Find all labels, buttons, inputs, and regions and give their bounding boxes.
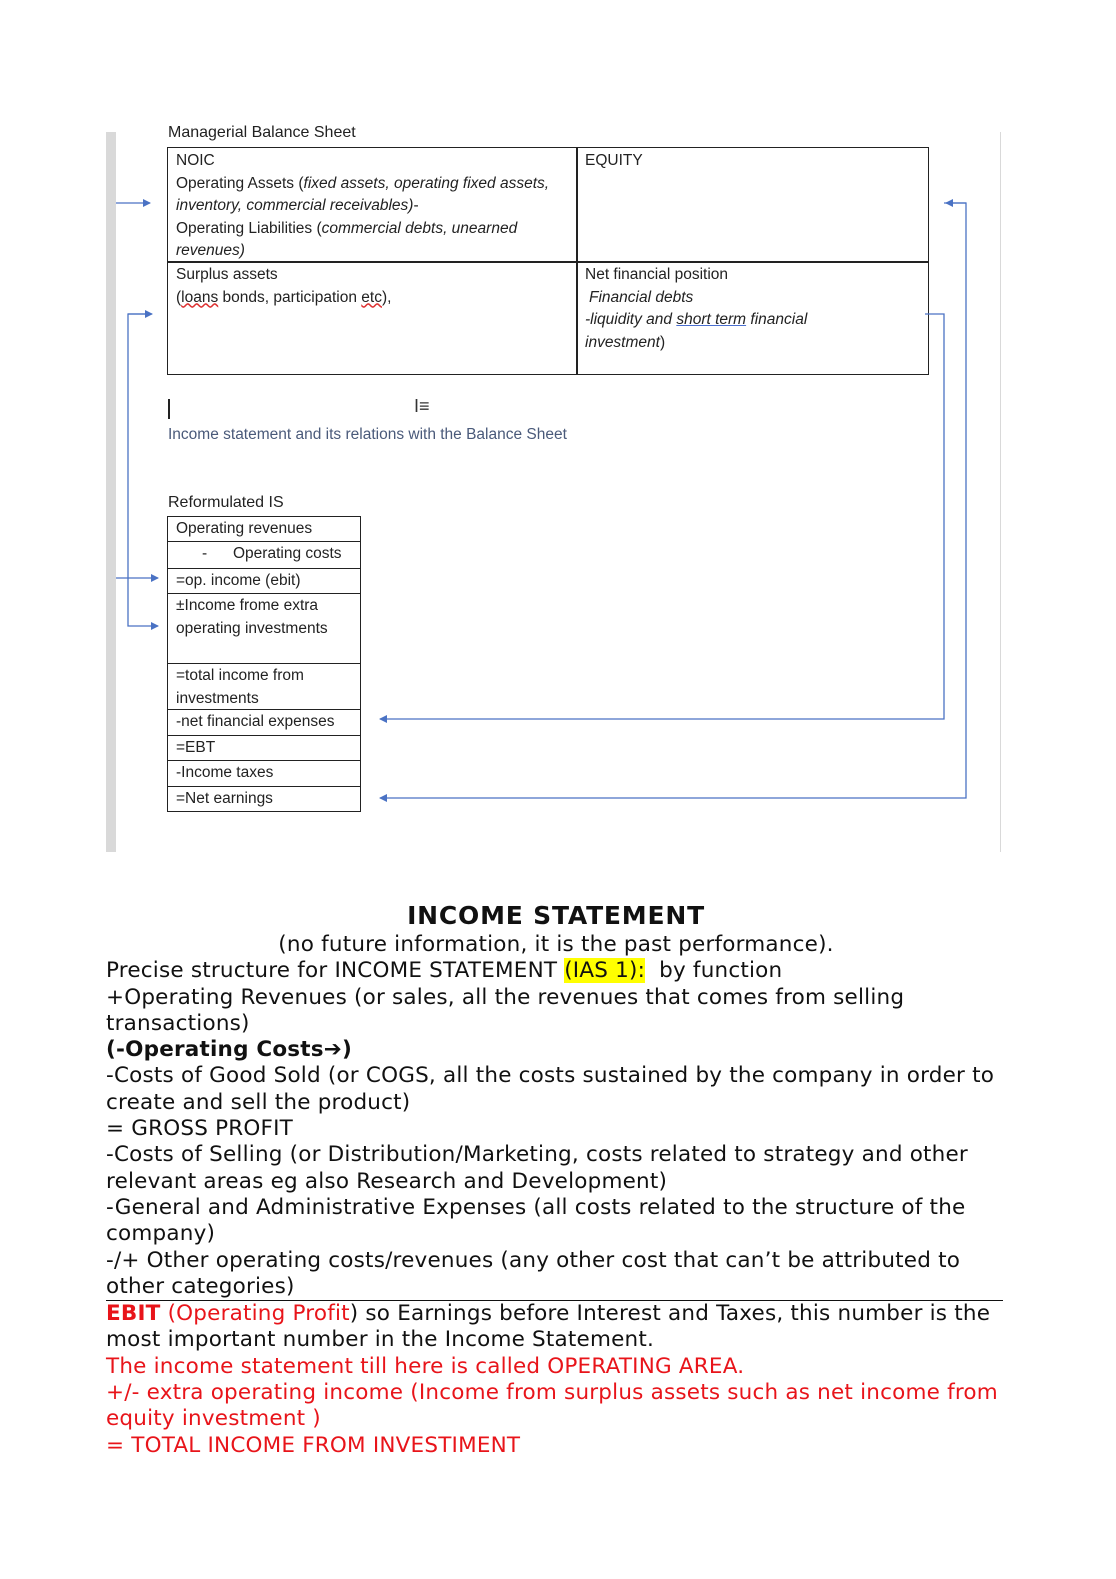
ris-row: Operating revenues [168,517,360,542]
nfp-financial-debts: Financial debts [589,288,694,306]
surplus-assets-heading: Surplus assets [176,266,278,283]
income-statement-section [106,900,1006,1459]
reformulated-is-title: Reformulated IS [168,494,284,511]
nfp-liquidity-post: financial [746,311,808,328]
ibeam-cursor-icon: I≡ [414,396,430,416]
equity-label: EQUITY [585,152,643,169]
ris-row: =EBT [168,736,360,761]
arrow-equity-to-net-earnings [380,203,966,798]
paren-open: ( [176,288,182,306]
ebit-line [106,1301,1006,1354]
noic-heading: NOIC [176,152,215,169]
structure-pre: Precise structure for INCOME STATEMENT [106,958,565,984]
nfp-liquidity-pre: -liquidity and [585,311,677,328]
nfp-heading: Net financial position [585,266,729,283]
operating-revenues-line: +Operating Revenues (or sales, all the revenues that comes from selling transactions) [106,984,905,1036]
other-costs-line: -/+ Other operating costs/revenues (any other cost that can’t be attributed to other categories) [106,1248,1003,1302]
nfp-short-term: short term [676,311,747,328]
structure-post: by function [645,958,783,984]
gross-profit-line: = GROSS PROFIT [106,1116,293,1142]
ris-row: ±Income frome extra operating investments [168,594,360,664]
ris-row-text: - Operating costs [202,545,342,562]
ias-highlight: (IAS 1): [564,958,646,984]
ebit-operating-profit: (Operating Profit [160,1301,350,1327]
etc-word: etc [361,288,382,306]
ga-expenses-line: -General and Administrative Expenses (all costs related to the structure of the company) [106,1194,966,1247]
cogs-line: -Costs of Good Sold (or COGS, all the costs sustained by the company in order to create and sell the product) [106,1063,995,1115]
ris-row: =op. income (ebit) [168,569,360,594]
surplus-mid: bonds, participation [218,288,362,306]
section-subtitle: (no future information, it is the past performance). [278,932,834,957]
operating-area-line: The income statement till here is called OPERATING AREA. [106,1353,745,1379]
ris-row: -Income taxes [168,761,360,787]
selling-costs-line: -Costs of Selling (or Distribution/Marketing, costs related to strategy and other relevant areas eg also Research and Development) [106,1142,968,1194]
nfp-paren-close: ) [659,333,666,351]
loans-word: loans [181,288,219,306]
structure-line [106,958,1006,984]
nfp-investment-word: investment [585,333,660,351]
operating-liabilities-detail: commercial debts, unearned revenues) [176,219,518,259]
figure-caption: Income statement and its relations with the Balance Sheet [168,426,567,443]
section-title: INCOME STATEMENT [407,901,705,930]
ris-row: =total income from investments [168,664,360,710]
operating-assets-label: Operating Assets ( [176,174,304,192]
total-income-line: = TOTAL INCOME FROM INVESTIMENT [106,1432,521,1458]
ris-row: =Net earnings [168,787,360,812]
paren-close: ), [381,288,392,306]
extra-income-line: +/- extra operating income (Income from surplus assets such as net income from equity investment ) [106,1380,998,1432]
balance-sheet-title: Managerial Balance Sheet [168,124,356,141]
ebit-description: ) so Earnings before Interest and Taxes, this number is the most important number in the Income Statement. [106,1301,991,1353]
operating-assets-suffix: - [413,197,419,214]
ris-row: -net financial expenses [168,710,360,736]
arrow-surplus-to-extra-income [128,314,158,626]
ebit-label: EBIT [106,1301,161,1327]
operating-liabilities-label: Operating Liabilities ( [176,219,322,237]
arrow-nfp-to-financial-expenses [380,314,944,719]
operating-costs-line: (-Operating Costs➔) [106,1037,353,1063]
operating-assets-detail: fixed assets, operating fixed assets, inventory, commercial receivables) [176,174,550,214]
